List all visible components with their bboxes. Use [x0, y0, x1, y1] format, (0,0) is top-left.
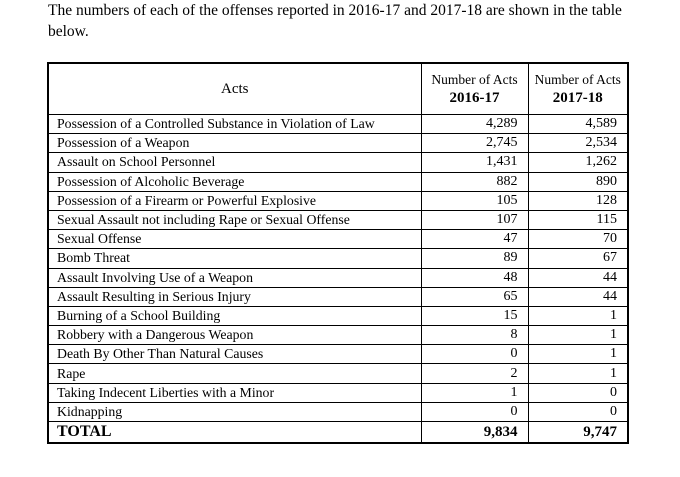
count-2016-cell: 48 — [421, 268, 528, 287]
table-row — [48, 172, 628, 191]
offenses-table — [47, 62, 629, 444]
count-2016-cell: 105 — [421, 191, 528, 210]
count-2017-cell: 890 — [528, 172, 628, 191]
act-cell: Bomb Threat — [48, 249, 421, 268]
act-cell: Robbery with a Dangerous Weapon — [48, 326, 421, 345]
count-2017-cell: 0 — [528, 383, 628, 402]
act-cell: Sexual Offense — [48, 230, 421, 249]
count-2016-cell: 2,745 — [421, 134, 528, 153]
count-2017-cell: 1 — [528, 345, 628, 364]
act-cell: Possession of Alcoholic Beverage — [48, 172, 421, 191]
count-2017-cell: 2,534 — [528, 134, 628, 153]
count-2016-cell: 882 — [421, 172, 528, 191]
count-2016-cell: 0 — [421, 402, 528, 421]
header-2016 — [421, 63, 528, 115]
table-row — [48, 268, 628, 287]
header-acts: Acts — [48, 63, 421, 115]
table-row — [48, 210, 628, 229]
total-2017-cell: 9,747 — [528, 422, 628, 444]
count-2017-cell: 44 — [528, 268, 628, 287]
total-row — [48, 422, 628, 444]
count-2017-cell: 115 — [528, 210, 628, 229]
table-row — [48, 115, 628, 134]
count-2016-cell: 0 — [421, 345, 528, 364]
act-cell: Possession of a Firearm or Powerful Explosive — [48, 191, 421, 210]
total-label-cell: TOTAL — [48, 422, 421, 444]
count-2016-cell: 89 — [421, 249, 528, 268]
count-2017-cell: 44 — [528, 287, 628, 306]
table-row — [48, 306, 628, 325]
intro-text: The numbers of each of the offenses reported in 2016-17 and 2017-18 are shown in the table below. — [48, 2, 622, 40]
count-2016-cell: 107 — [421, 210, 528, 229]
act-cell: Sexual Assault not including Rape or Sexual Offense — [48, 210, 421, 229]
act-cell: Taking Indecent Liberties with a Minor — [48, 383, 421, 402]
header-2016-year: 2016-17 — [449, 90, 500, 106]
table-row — [48, 402, 628, 421]
count-2016-cell: 2 — [421, 364, 528, 383]
count-2016-cell: 4,289 — [421, 115, 528, 134]
total-2016-cell: 9,834 — [421, 422, 528, 444]
count-2017-cell: 67 — [528, 249, 628, 268]
table-row — [48, 345, 628, 364]
table-row — [48, 191, 628, 210]
act-cell: Rape — [48, 364, 421, 383]
header-2017-year: 2017-18 — [552, 90, 603, 106]
count-2016-cell: 1,431 — [421, 153, 528, 172]
act-cell: Burning of a School Building — [48, 306, 421, 325]
count-2017-cell: 128 — [528, 191, 628, 210]
header-2017 — [528, 63, 628, 115]
count-2016-cell: 47 — [421, 230, 528, 249]
act-cell: Assault Involving Use of a Weapon — [48, 268, 421, 287]
count-2016-cell: 15 — [421, 306, 528, 325]
table-row — [48, 134, 628, 153]
table-row — [48, 383, 628, 402]
act-cell: Assault on School Personnel — [48, 153, 421, 172]
count-2017-cell: 0 — [528, 402, 628, 421]
header-2017-label: Number of Acts — [534, 72, 621, 87]
table-body — [48, 115, 628, 422]
count-2016-cell: 8 — [421, 326, 528, 345]
act-cell: Assault Resulting in Serious Injury — [48, 287, 421, 306]
count-2016-cell: 1 — [421, 383, 528, 402]
act-cell: Death By Other Than Natural Causes — [48, 345, 421, 364]
table-row — [48, 326, 628, 345]
table-row — [48, 249, 628, 268]
table-row — [48, 230, 628, 249]
table-header-row — [48, 63, 628, 115]
table-row — [48, 153, 628, 172]
table-row — [48, 287, 628, 306]
count-2017-cell: 1 — [528, 306, 628, 325]
count-2017-cell: 1 — [528, 364, 628, 383]
act-cell: Kidnapping — [48, 402, 421, 421]
count-2017-cell: 1,262 — [528, 153, 628, 172]
count-2017-cell: 4,589 — [528, 115, 628, 134]
act-cell: Possession of a Controlled Substance in Violation of Law — [48, 115, 421, 134]
act-cell: Possession of a Weapon — [48, 134, 421, 153]
count-2016-cell: 65 — [421, 287, 528, 306]
count-2017-cell: 70 — [528, 230, 628, 249]
header-2016-label: Number of Acts — [431, 72, 518, 87]
table-row — [48, 364, 628, 383]
count-2017-cell: 1 — [528, 326, 628, 345]
